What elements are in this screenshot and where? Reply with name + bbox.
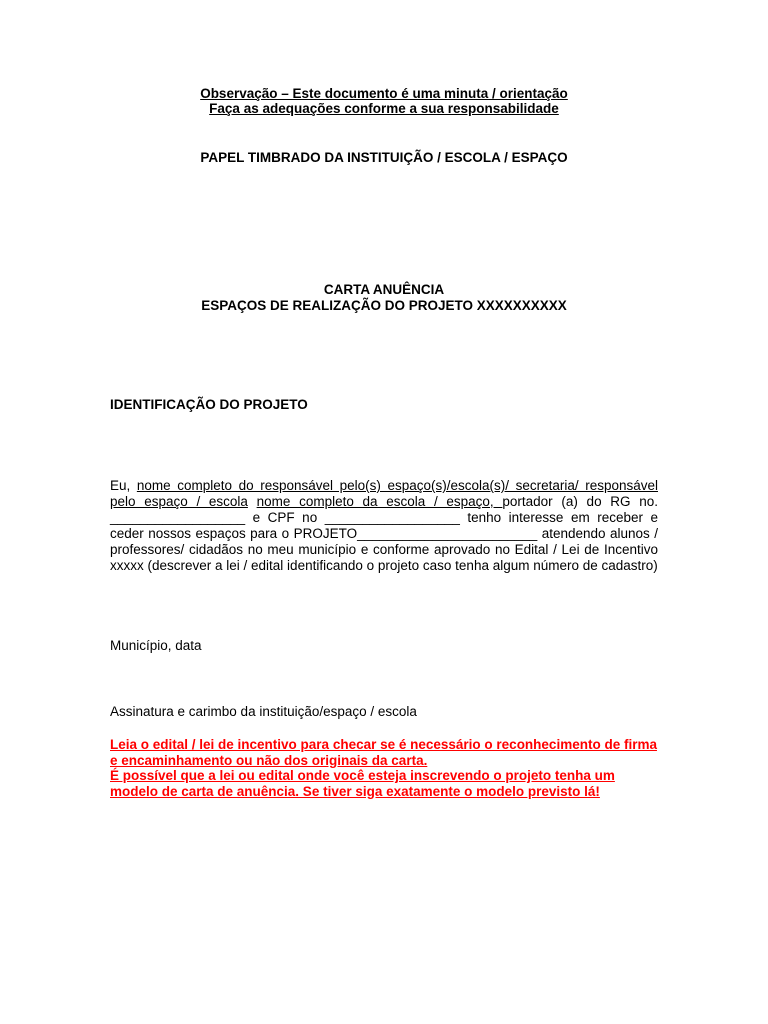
paragraph-text-2	[248, 494, 257, 509]
warning-line-1: Leia o edital / lei de incentivo para checar se é necessário o reconhecimento de firma e encaminhamento ou não dos originais da carta.	[110, 737, 657, 768]
observation-line-1: Observação – Este documento é uma minuta / orientação	[200, 86, 568, 101]
school-name-placeholder: nome completo da escola / espaço,	[256, 494, 503, 509]
warning-line-2: É possível que a lei ou edital onde você esteja inscrevendo o projeto tenha um modelo de carta de anuência. Se tiver siga exatamente o modelo previsto lá!	[110, 768, 615, 799]
letterhead-placeholder: PAPEL TIMBRADO DA INSTITUIÇÃO / ESCOLA / ESPAÇO	[200, 150, 568, 165]
document-title	[110, 282, 658, 314]
city-date-line: Município, data	[110, 638, 202, 653]
title-line-2: ESPAÇOS DE REALIZAÇÃO DO PROJETO XXXXXXXXXX	[201, 298, 567, 313]
observation-note	[110, 86, 658, 116]
paragraph-text-3: portador (a) do RG no. __________________ e CPF no __________________ tenho interesse em receber e ceder nossos espaços para o PROJETO________________________ atendendo alunos / professores/ cidadãos no meu município e conforme aprovado no Edital / Lei de Incentivo xxxxx (descrever a lei / edital identificando o projeto caso tenha algum número de cadastro)	[110, 494, 658, 573]
title-line-1: CARTA ANUÊNCIA	[323, 282, 445, 297]
section-heading: IDENTIFICAÇÃO DO PROJETO	[110, 397, 308, 412]
warning-note	[110, 737, 658, 799]
responsible-name-placeholder: nome completo do responsável pelo(s) espaço(s)/escola(s)/ secretaria/ responsável pelo espaço / escola	[110, 478, 658, 509]
observation-line-2: Faça as adequações conforme a sua responsabilidade	[209, 101, 559, 116]
declaration-paragraph	[110, 478, 658, 574]
signature-line: Assinatura e carimbo da instituição/espaço / escola	[110, 704, 417, 719]
paragraph-text-1: Eu,	[110, 478, 137, 493]
